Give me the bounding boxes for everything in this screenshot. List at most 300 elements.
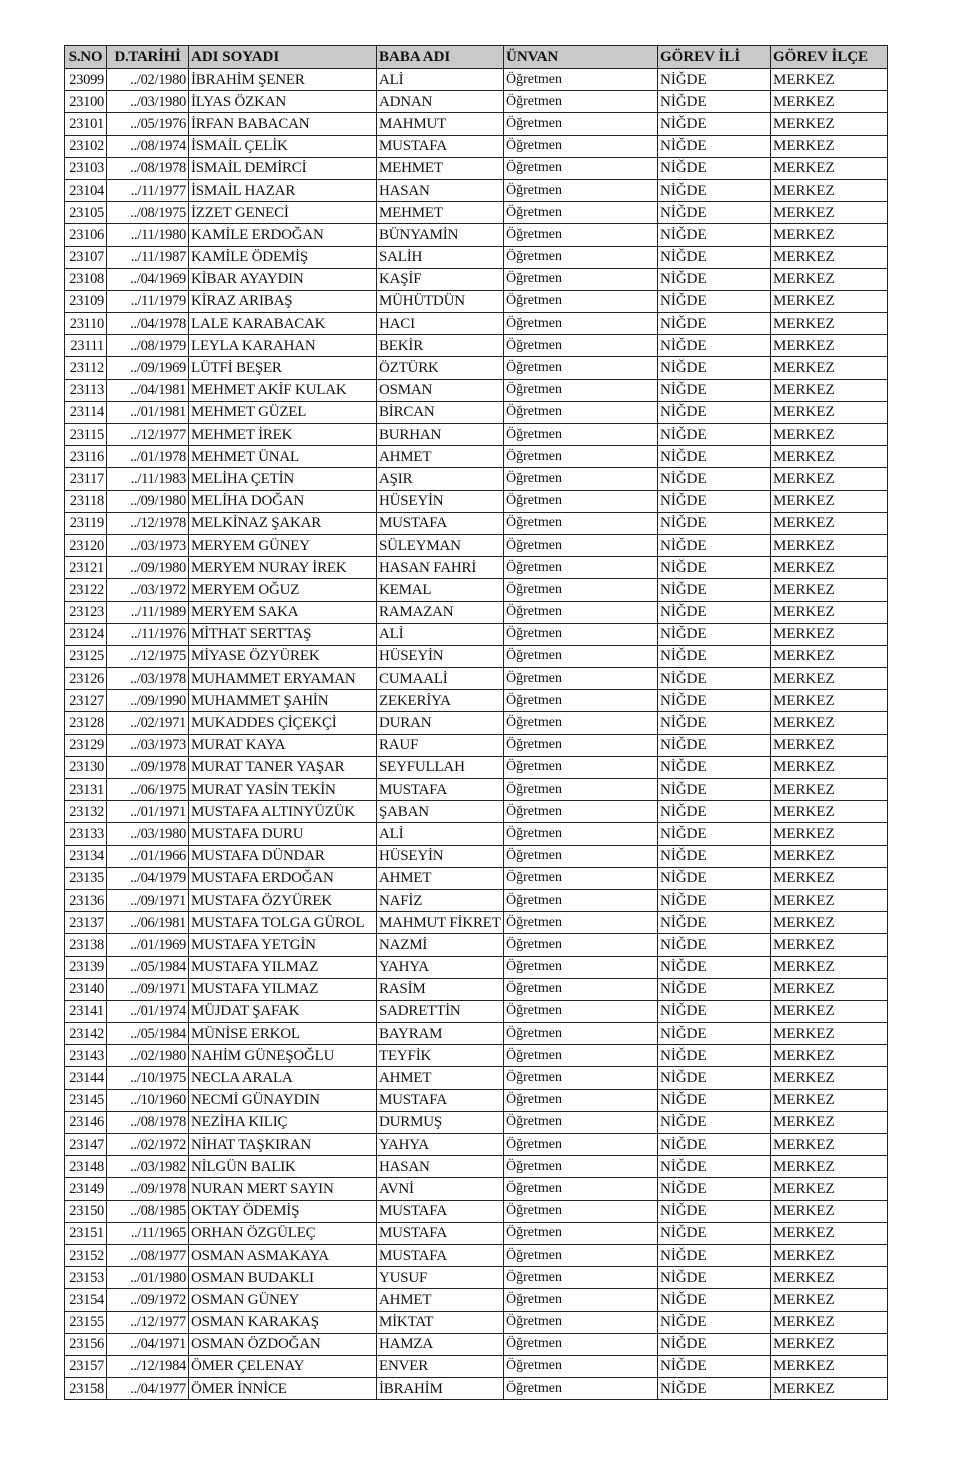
cell-title: Öğretmen [504,912,658,934]
table-row [65,401,888,423]
cell-birth-date: ../03/1980 [107,91,189,113]
cell-title: Öğretmen [504,579,658,601]
cell-sno: 23147 [65,1134,107,1156]
cell-district: MERKEZ [771,534,888,556]
cell-full-name: MUSTAFA DÜNDAR [189,845,377,867]
personnel-table [64,45,888,1400]
cell-birth-date: ../12/1984 [107,1355,189,1377]
table-row [65,135,888,157]
cell-sno: 23108 [65,268,107,290]
cell-full-name: MÜNİSE ERKOL [189,1023,377,1045]
cell-birth-date: ../09/1980 [107,490,189,512]
cell-sno: 23157 [65,1355,107,1377]
cell-sno: 23104 [65,179,107,201]
cell-province: NİĞDE [658,978,771,1000]
table-header [65,46,888,69]
cell-title: Öğretmen [504,69,658,91]
cell-sno: 23123 [65,601,107,623]
cell-full-name: MURAT KAYA [189,734,377,756]
cell-sno: 23118 [65,490,107,512]
cell-full-name: NİHAT TAŞKIRAN [189,1134,377,1156]
cell-full-name: OKTAY ÖDEMİŞ [189,1200,377,1222]
cell-district: MERKEZ [771,867,888,889]
cell-district: MERKEZ [771,1378,888,1400]
cell-father-name: BURHAN [377,424,504,446]
cell-father-name: KAŞİF [377,268,504,290]
table-row [65,557,888,579]
cell-district: MERKEZ [771,379,888,401]
cell-father-name: ZEKERİYA [377,690,504,712]
cell-full-name: İSMAİL ÇELİK [189,135,377,157]
cell-district: MERKEZ [771,1355,888,1377]
cell-province: NİĞDE [658,956,771,978]
cell-province: NİĞDE [658,1134,771,1156]
table-row [65,668,888,690]
cell-birth-date: ../09/1971 [107,889,189,911]
cell-father-name: ALİ [377,623,504,645]
cell-sno: 23140 [65,978,107,1000]
cell-district: MERKEZ [771,712,888,734]
cell-father-name: MEHMET [377,202,504,224]
cell-birth-date: ../03/1973 [107,734,189,756]
table-row [65,734,888,756]
cell-title: Öğretmen [504,1311,658,1333]
cell-father-name: MUSTAFA [377,1244,504,1266]
cell-district: MERKEZ [771,1222,888,1244]
cell-province: NİĞDE [658,335,771,357]
cell-district: MERKEZ [771,1289,888,1311]
cell-title: Öğretmen [504,779,658,801]
cell-full-name: MURAT TANER YAŞAR [189,756,377,778]
table-row [65,91,888,113]
cell-district: MERKEZ [771,446,888,468]
cell-province: NİĞDE [658,801,771,823]
cell-province: NİĞDE [658,867,771,889]
cell-district: MERKEZ [771,956,888,978]
cell-birth-date: ../05/1976 [107,113,189,135]
cell-district: MERKEZ [771,845,888,867]
cell-sno: 23115 [65,424,107,446]
cell-title: Öğretmen [504,712,658,734]
cell-sno: 23145 [65,1089,107,1111]
cell-province: NİĞDE [658,468,771,490]
cell-father-name: CUMAALİ [377,668,504,690]
cell-district: MERKEZ [771,1000,888,1022]
cell-sno: 23143 [65,1045,107,1067]
cell-full-name: MUSTAFA ALTINYÜZÜK [189,801,377,823]
cell-full-name: KİBAR AYAYDIN [189,268,377,290]
cell-district: MERKEZ [771,889,888,911]
cell-sno: 23124 [65,623,107,645]
table-row [65,779,888,801]
cell-sno: 23116 [65,446,107,468]
cell-full-name: MUSTAFA ERDOĞAN [189,867,377,889]
cell-province: NİĞDE [658,557,771,579]
cell-full-name: OSMAN KARAKAŞ [189,1311,377,1333]
cell-full-name: İSMAİL HAZAR [189,179,377,201]
cell-title: Öğretmen [504,157,658,179]
table-row [65,179,888,201]
cell-father-name: MEHMET [377,157,504,179]
cell-district: MERKEZ [771,69,888,91]
table-row [65,202,888,224]
table-row [65,490,888,512]
cell-birth-date: ../04/1981 [107,379,189,401]
cell-district: MERKEZ [771,978,888,1000]
cell-full-name: ÖMER İNNİCE [189,1378,377,1400]
cell-father-name: AHMET [377,1289,504,1311]
cell-province: NİĞDE [658,823,771,845]
cell-full-name: KAMİLE ÖDEMİŞ [189,246,377,268]
cell-title: Öğretmen [504,1355,658,1377]
table-row [65,889,888,911]
cell-district: MERKEZ [771,1045,888,1067]
cell-province: NİĞDE [658,845,771,867]
cell-province: NİĞDE [658,1311,771,1333]
cell-province: NİĞDE [658,1355,771,1377]
header-birth-date: D.TARİHİ [107,46,189,69]
cell-full-name: MEHMET GÜZEL [189,401,377,423]
cell-title: Öğretmen [504,734,658,756]
cell-district: MERKEZ [771,579,888,601]
cell-birth-date: ../03/1973 [107,534,189,556]
table-row [65,379,888,401]
table-row [65,845,888,867]
table-body [65,69,888,1400]
cell-full-name: İRFAN BABACAN [189,113,377,135]
cell-sno: 23136 [65,889,107,911]
cell-province: NİĞDE [658,1333,771,1355]
cell-sno: 23121 [65,557,107,579]
table-row [65,978,888,1000]
cell-birth-date: ../01/1974 [107,1000,189,1022]
cell-full-name: MEHMET ÜNAL [189,446,377,468]
cell-title: Öğretmen [504,1289,658,1311]
cell-birth-date: ../08/1985 [107,1200,189,1222]
cell-district: MERKEZ [771,246,888,268]
cell-sno: 23154 [65,1289,107,1311]
table-row [65,246,888,268]
header-full-name: ADI SOYADI [189,46,377,69]
cell-title: Öğretmen [504,889,658,911]
cell-birth-date: ../01/1980 [107,1267,189,1289]
table-row [65,867,888,889]
cell-title: Öğretmen [504,956,658,978]
cell-title: Öğretmen [504,357,658,379]
cell-title: Öğretmen [504,1067,658,1089]
cell-sno: 23128 [65,712,107,734]
cell-birth-date: ../09/1978 [107,1178,189,1200]
cell-birth-date: ../09/1980 [107,557,189,579]
cell-birth-date: ../08/1979 [107,335,189,357]
table-row [65,424,888,446]
cell-father-name: HACI [377,313,504,335]
cell-district: MERKEZ [771,512,888,534]
cell-title: Öğretmen [504,934,658,956]
cell-sno: 23135 [65,867,107,889]
cell-birth-date: ../08/1978 [107,1111,189,1133]
cell-district: MERKEZ [771,1244,888,1266]
cell-district: MERKEZ [771,1134,888,1156]
cell-father-name: MUSTAFA [377,1222,504,1244]
cell-title: Öğretmen [504,246,658,268]
cell-title: Öğretmen [504,290,658,312]
cell-full-name: İSMAİL DEMİRCİ [189,157,377,179]
cell-father-name: YUSUF [377,1267,504,1289]
cell-district: MERKEZ [771,1267,888,1289]
cell-title: Öğretmen [504,1200,658,1222]
cell-full-name: LÜTFİ BEŞER [189,357,377,379]
cell-district: MERKEZ [771,290,888,312]
cell-province: NİĞDE [658,1200,771,1222]
cell-full-name: LALE KARABACAK [189,313,377,335]
cell-sno: 23158 [65,1378,107,1400]
cell-title: Öğretmen [504,867,658,889]
cell-sno: 23134 [65,845,107,867]
table-row [65,623,888,645]
table-row [65,335,888,357]
cell-district: MERKEZ [771,268,888,290]
cell-district: MERKEZ [771,224,888,246]
cell-sno: 23142 [65,1023,107,1045]
cell-full-name: MUSTAFA TOLGA GÜROL [189,912,377,934]
table-row [65,1378,888,1400]
cell-title: Öğretmen [504,424,658,446]
cell-father-name: TEYFİK [377,1045,504,1067]
cell-district: MERKEZ [771,91,888,113]
cell-father-name: AVNİ [377,1178,504,1200]
cell-father-name: OSMAN [377,379,504,401]
cell-district: MERKEZ [771,424,888,446]
cell-sno: 23125 [65,645,107,667]
cell-province: NİĞDE [658,424,771,446]
cell-sno: 23107 [65,246,107,268]
cell-title: Öğretmen [504,446,658,468]
cell-full-name: ORHAN ÖZGÜLEÇ [189,1222,377,1244]
cell-father-name: NAFİZ [377,889,504,911]
cell-title: Öğretmen [504,1134,658,1156]
cell-district: MERKEZ [771,357,888,379]
cell-province: NİĞDE [658,889,771,911]
cell-province: NİĞDE [658,734,771,756]
cell-province: NİĞDE [658,490,771,512]
cell-province: NİĞDE [658,113,771,135]
table-row [65,1244,888,1266]
cell-sno: 23155 [65,1311,107,1333]
cell-title: Öğretmen [504,690,658,712]
cell-birth-date: ../11/1980 [107,224,189,246]
cell-district: MERKEZ [771,690,888,712]
cell-province: NİĞDE [658,1156,771,1178]
cell-birth-date: ../08/1974 [107,135,189,157]
cell-province: NİĞDE [658,1378,771,1400]
cell-province: NİĞDE [658,1222,771,1244]
table-row [65,157,888,179]
header-province: GÖREV İLİ [658,46,771,69]
table-row [65,1333,888,1355]
cell-full-name: İZZET GENECİ [189,202,377,224]
cell-district: MERKEZ [771,779,888,801]
cell-full-name: MUHAMMET ŞAHİN [189,690,377,712]
cell-title: Öğretmen [504,756,658,778]
cell-title: Öğretmen [504,557,658,579]
cell-birth-date: ../02/1971 [107,712,189,734]
cell-birth-date: ../12/1977 [107,1311,189,1333]
cell-province: NİĞDE [658,756,771,778]
cell-title: Öğretmen [504,801,658,823]
cell-birth-date: ../05/1984 [107,956,189,978]
cell-birth-date: ../06/1981 [107,912,189,934]
table-row [65,579,888,601]
table-row [65,534,888,556]
table-row [65,69,888,91]
cell-province: NİĞDE [658,1267,771,1289]
cell-province: NİĞDE [658,668,771,690]
cell-full-name: OSMAN GÜNEY [189,1289,377,1311]
cell-birth-date: ../04/1977 [107,1378,189,1400]
cell-province: NİĞDE [658,1111,771,1133]
cell-title: Öğretmen [504,668,658,690]
cell-title: Öğretmen [504,1111,658,1133]
cell-father-name: HASAN [377,1156,504,1178]
cell-full-name: NURAN MERT SAYIN [189,1178,377,1200]
cell-sno: 23151 [65,1222,107,1244]
cell-province: NİĞDE [658,446,771,468]
cell-father-name: İBRAHİM [377,1378,504,1400]
cell-district: MERKEZ [771,934,888,956]
cell-father-name: ÖZTÜRK [377,357,504,379]
cell-title: Öğretmen [504,401,658,423]
cell-title: Öğretmen [504,1267,658,1289]
cell-father-name: DURAN [377,712,504,734]
cell-birth-date: ../09/1978 [107,756,189,778]
cell-full-name: MUSTAFA YILMAZ [189,978,377,1000]
cell-title: Öğretmen [504,645,658,667]
cell-birth-date: ../11/1977 [107,179,189,201]
cell-province: NİĞDE [658,246,771,268]
cell-title: Öğretmen [504,623,658,645]
cell-sno: 23130 [65,756,107,778]
table-row [65,1045,888,1067]
cell-birth-date: ../11/1979 [107,290,189,312]
cell-district: MERKEZ [771,490,888,512]
header-row [65,46,888,69]
cell-sno: 23137 [65,912,107,934]
cell-full-name: NECMİ GÜNAYDIN [189,1089,377,1111]
cell-province: NİĞDE [658,357,771,379]
cell-province: NİĞDE [658,623,771,645]
cell-sno: 23114 [65,401,107,423]
cell-birth-date: ../08/1977 [107,1244,189,1266]
cell-sno: 23131 [65,779,107,801]
table-row [65,823,888,845]
header-district: GÖREV İLÇE [771,46,888,69]
cell-sno: 23127 [65,690,107,712]
cell-province: NİĞDE [658,313,771,335]
cell-province: NİĞDE [658,1178,771,1200]
cell-birth-date: ../12/1978 [107,512,189,534]
cell-sno: 23132 [65,801,107,823]
cell-district: MERKEZ [771,202,888,224]
cell-title: Öğretmen [504,1045,658,1067]
table-row [65,801,888,823]
cell-province: NİĞDE [658,91,771,113]
cell-district: MERKEZ [771,1200,888,1222]
cell-full-name: MUSTAFA ÖZYÜREK [189,889,377,911]
table-row [65,912,888,934]
cell-sno: 23105 [65,202,107,224]
cell-birth-date: ../11/1983 [107,468,189,490]
cell-district: MERKEZ [771,135,888,157]
cell-father-name: AHMET [377,1067,504,1089]
cell-province: NİĞDE [658,512,771,534]
cell-title: Öğretmen [504,534,658,556]
cell-district: MERKEZ [771,1311,888,1333]
table-row [65,290,888,312]
table-row [65,690,888,712]
cell-full-name: NEZİHA KILIÇ [189,1111,377,1133]
cell-district: MERKEZ [771,623,888,645]
cell-district: MERKEZ [771,734,888,756]
table-row [65,1200,888,1222]
cell-title: Öğretmen [504,179,658,201]
table-row [65,512,888,534]
table-row [65,1067,888,1089]
cell-sno: 23153 [65,1267,107,1289]
cell-district: MERKEZ [771,1111,888,1133]
cell-title: Öğretmen [504,268,658,290]
cell-district: MERKEZ [771,113,888,135]
cell-father-name: SALİH [377,246,504,268]
cell-father-name: HASAN FAHRİ [377,557,504,579]
cell-district: MERKEZ [771,313,888,335]
cell-father-name: RAUF [377,734,504,756]
cell-birth-date: ../01/1981 [107,401,189,423]
cell-father-name: RAMAZAN [377,601,504,623]
cell-birth-date: ../08/1975 [107,202,189,224]
cell-province: NİĞDE [658,645,771,667]
cell-province: NİĞDE [658,601,771,623]
cell-full-name: MELİHA ÇETİN [189,468,377,490]
table-row [65,1134,888,1156]
cell-full-name: OSMAN ÖZDOĞAN [189,1333,377,1355]
cell-province: NİĞDE [658,1045,771,1067]
table-row [65,601,888,623]
cell-sno: 23148 [65,1156,107,1178]
cell-district: MERKEZ [771,401,888,423]
cell-full-name: MUSTAFA YETGİN [189,934,377,956]
cell-full-name: İBRAHİM ŞENER [189,69,377,91]
cell-father-name: MUSTAFA [377,1089,504,1111]
cell-father-name: RASİM [377,978,504,1000]
cell-sno: 23149 [65,1178,107,1200]
cell-sno: 23103 [65,157,107,179]
cell-district: MERKEZ [771,1156,888,1178]
cell-birth-date: ../05/1984 [107,1023,189,1045]
cell-province: NİĞDE [658,224,771,246]
cell-full-name: KİRAZ ARIBAŞ [189,290,377,312]
cell-full-name: MERYEM GÜNEY [189,534,377,556]
cell-birth-date: ../09/1971 [107,978,189,1000]
cell-sno: 23141 [65,1000,107,1022]
cell-father-name: AHMET [377,446,504,468]
cell-father-name: AHMET [377,867,504,889]
cell-father-name: ALİ [377,69,504,91]
cell-title: Öğretmen [504,1333,658,1355]
cell-full-name: MÜJDAT ŞAFAK [189,1000,377,1022]
cell-province: NİĞDE [658,579,771,601]
cell-father-name: MAHMUT [377,113,504,135]
